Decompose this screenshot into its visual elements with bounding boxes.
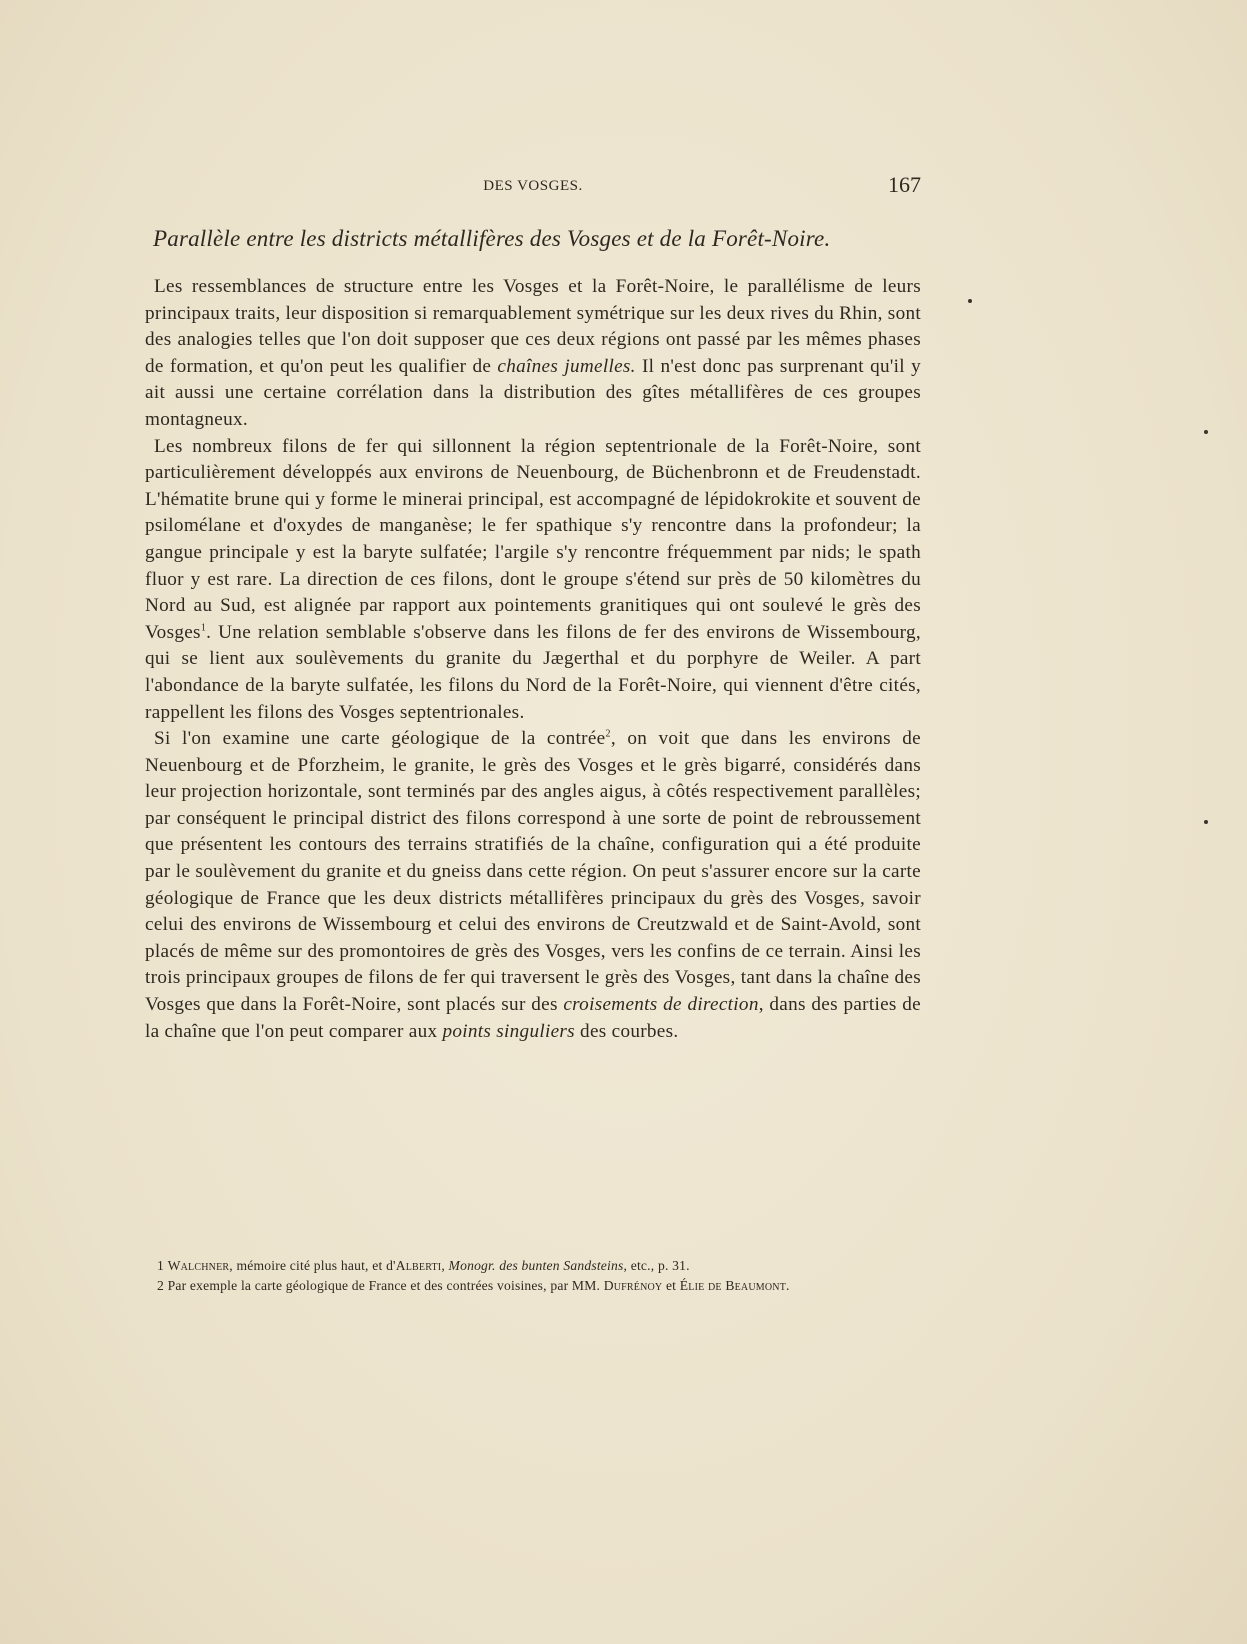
paragraph-1-text-b: Il n'est donc pas surprenant qu'il y ait aussi une certaine corrélation dans la distribution des gîtes métallifères de ces groupes montagneux. (145, 355, 922, 430)
ink-speck (1204, 430, 1208, 434)
footnote-2-text-a: Par exemple la carte géologique de France et des contrées voisines, par MM. (164, 1278, 604, 1293)
footnote-1 (145, 1256, 921, 1276)
footnote-1-text-c: , etc., p. 31. (623, 1258, 690, 1273)
footnote-1-work-title: Monogr. des bunten Sandsteins (448, 1258, 624, 1273)
page-header (145, 172, 921, 198)
footnote-1-number: 1 (157, 1258, 164, 1273)
paragraph-2 (145, 434, 921, 727)
footnote-2-text-b: et (662, 1278, 680, 1293)
footnote-2-number: 2 (157, 1278, 164, 1293)
paragraph-3-italic-a: croisements de direction (563, 994, 759, 1016)
paragraph-2-text-a: Les nombreux filons de fer qui sillonnent la région septentrionale de la Forêt-Noire, sont particulièrement développés aux environs de Neuenbourg, de Büchenbronn et de Freudenstadt. L'hématite brune qui y forme le minerai principal, est accompagné de lépidokrokite et souvent de psilomélane et d'oxydes de manganèse; le fer spathique s'y rencontre dans la profondeur; la gangue principale y est la baryte sulfatée; l'argile s'y rencontre fréquemment par nids; le spath fluor y est rare. La direction de ces filons, dont le groupe s'étend sur près de 50 kilomètres du Nord au Sud, est alignée par rapport aux pointements granitiques qui ont soulevé le grès des Vosges (145, 435, 921, 643)
ink-speck (1204, 820, 1208, 824)
footnote-2-author-b: Élie de Beaumont (679, 1278, 787, 1293)
running-head: DES VOSGES. (483, 178, 583, 194)
page-number: 167 (888, 172, 921, 197)
paragraph-1 (145, 274, 921, 434)
body-text (145, 274, 921, 1045)
paragraph-1-italic: chaînes jumelles. (497, 355, 636, 377)
footnote-1-author-b: Alberti (395, 1258, 442, 1273)
paragraph-3-text-a: Si l'on examine une carte géologique de la contrée (154, 728, 606, 750)
paragraph-1-text-a: Les ressemblances de structure entre les Vosges et la Forêt-Noire, le parallélisme de leurs principaux traits, leur disposition si remarquablement symétrique sur les deux rives du Rhin, sont des analogies telles que l'on doit supposer que ces deux régions ont passé par les mêmes phases de formation, et qu'on peut les qualifier de (145, 276, 921, 377)
section-title: Parallèle entre les districts métallifères des Vosges et de la Forêt-Noire. (153, 226, 831, 251)
footnote-2-author-a: Dufrénoy (603, 1278, 663, 1293)
ink-speck (968, 299, 972, 303)
footnote-ref-1[interactable]: 1 (200, 622, 207, 634)
paragraph-3 (145, 726, 921, 1045)
paragraph-3-italic-b: points singuliers (442, 1020, 575, 1042)
footnote-1-author-a: Walchner (167, 1258, 230, 1273)
footnote-2 (145, 1276, 921, 1296)
footnote-1-text-b: , (441, 1258, 449, 1273)
paragraph-3-text-c: , dans des parties de la chaîne que l'on peut comparer aux (145, 994, 921, 1042)
paragraph-2-text-b: . Une relation semblable s'observe dans les filons de fer des environs de Wissembourg, qui se lient aux soulèvements du granite du Jægerthal et du porphyre de Weiler. A part l'abondance de la baryte sulfatée, les filons du Nord de la Forêt-Noire, qui viennent d'être cités, rappellent les filons des Vosges septentrionales. (145, 621, 921, 723)
footnote-1-text-a: , mémoire cité plus haut, et d' (229, 1258, 396, 1273)
paragraph-3-text-b: , on voit que dans les environs de Neuenbourg et de Pforzheim, le granite, le grès des Vosges et le grès bigarré, considérés dans leur projection horizontale, sont terminés par des angles aigus, à côtés respectivement parallèles; par conséquent le principal district des filons correspond à une sorte de point de rebroussement que présentent les contours des terrains stratifiés de la chaîne, configuration qui a été produite par le soulèvement du granite et du gneiss dans cette région. On peut s'assurer encore sur la carte géologique de France que les deux districts métallifères principaux du grès des Vosges, savoir celui des environs de Wissembourg et celui des environs de Creutzwald et de Saint-Avold, sont placés de même sur des promontoires de grès des Vosges, vers les confins de ce terrain. Ainsi les trois principaux groupes de filons de fer qui traversent le grès des Vosges, tant dans la chaîne des Vosges que dans la Forêt-Noire, sont placés sur des (145, 728, 921, 1016)
footnotes (145, 1256, 921, 1296)
footnote-2-text-c: . (786, 1278, 790, 1293)
paragraph-3-text-d: des courbes. (574, 1020, 679, 1042)
footnote-ref-2[interactable]: 2 (605, 728, 611, 740)
